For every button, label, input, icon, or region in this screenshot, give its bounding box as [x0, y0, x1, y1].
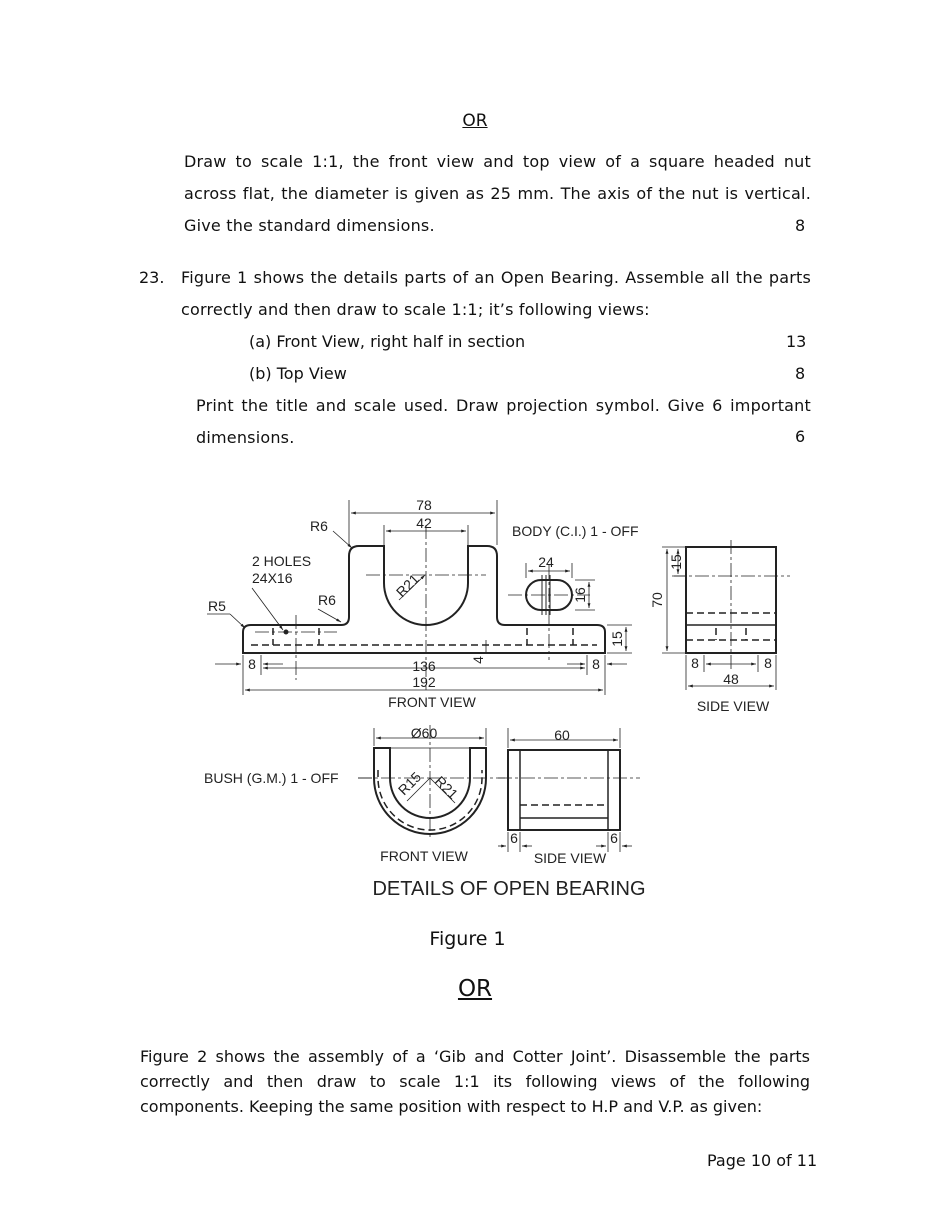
question-23-number: 23. — [139, 268, 165, 287]
page-number: Page 10 of 11 — [707, 1151, 818, 1170]
dim-60: 60 — [554, 727, 570, 743]
q23-item-a-label: (a) Front View, right half in section — [249, 332, 526, 351]
dim-16: 16 — [572, 587, 588, 603]
dim-70: 70 — [649, 592, 665, 608]
figure-title: DETAILS OF OPEN BEARING — [372, 878, 646, 900]
dim-15-side: 15 — [668, 554, 684, 570]
label-holes-line1: 2 HOLES — [252, 553, 312, 569]
label-body: BODY (C.I.) 1 - OFF — [512, 523, 639, 539]
q23-instruction-marks: 6 — [795, 427, 806, 446]
q23-instruction: Print the title and scale used. Draw projection symbol. Give 6 important dimensions. — [196, 396, 811, 447]
label-front-view: FRONT VIEW — [388, 694, 476, 710]
label-bush-front-view: FRONT VIEW — [380, 848, 468, 864]
or-separator-bottom: OR — [457, 976, 493, 1002]
body-hidden-lines — [251, 628, 597, 645]
dim-r21-bush: R21 — [431, 772, 462, 803]
dim-r5: R5 — [208, 598, 226, 614]
label-bush-side-view: SIDE VIEW — [533, 850, 607, 866]
question-22-alternative: Draw to scale 1:1, the front view and top view of a square headed nut across flat, the diameter is given as 25 mm. The axis of the nut is vertical. Give the standard dimensions. — [184, 152, 811, 235]
dim-8-right: 8 — [592, 656, 600, 672]
label-bush: BUSH (G.M.) 1 - OFF — [204, 770, 339, 786]
dim-dia60: Ø60 — [410, 725, 438, 741]
q23-item-b-marks: 8 — [795, 364, 806, 383]
question-23-alternative: Figure 2 shows the assembly of a ‘Gib and Cotter Joint’. Disassemble the parts correctly and then draw to scale 1:1 its following views of the following components. Keeping the same position with respect to H.P and V.P. as given: — [140, 1047, 810, 1116]
centre-lines — [255, 525, 790, 840]
label-side-view: SIDE VIEW — [696, 698, 770, 714]
dim-8-left: 8 — [248, 656, 256, 672]
dim-r21: R21 — [392, 570, 423, 601]
dim-r6-top: R6 — [310, 518, 328, 534]
q23-item-b-label: (b) Top View — [249, 364, 347, 383]
dim-r15: R15 — [394, 768, 425, 799]
question-22-alt-marks: 8 — [795, 216, 806, 235]
dim-24: 24 — [538, 554, 554, 570]
dim-8-side-right: 8 — [764, 655, 772, 671]
dim-6-right: 6 — [610, 830, 618, 846]
label-holes-line2: 24X16 — [252, 570, 293, 586]
figure-caption: Figure 1 — [429, 928, 506, 950]
dim-r6-bottom: R6 — [318, 592, 336, 608]
dim-6-left: 6 — [510, 830, 518, 846]
q23-item-a-marks: 13 — [786, 332, 807, 351]
dim-4: 4 — [470, 656, 486, 664]
dim-136: 136 — [412, 658, 436, 674]
dim-8-side-left: 8 — [691, 655, 699, 671]
dim-78: 78 — [416, 497, 432, 513]
dim-48: 48 — [723, 671, 739, 687]
dim-42: 42 — [416, 515, 432, 531]
dim-192: 192 — [412, 674, 436, 690]
dim-15-front: 15 — [609, 631, 625, 647]
or-separator-top: OR — [462, 111, 488, 131]
question-23-text: Figure 1 shows the details parts of an Open Bearing. Assemble all the parts correctly and then draw to scale 1:1; it’s following views: — [181, 268, 811, 319]
